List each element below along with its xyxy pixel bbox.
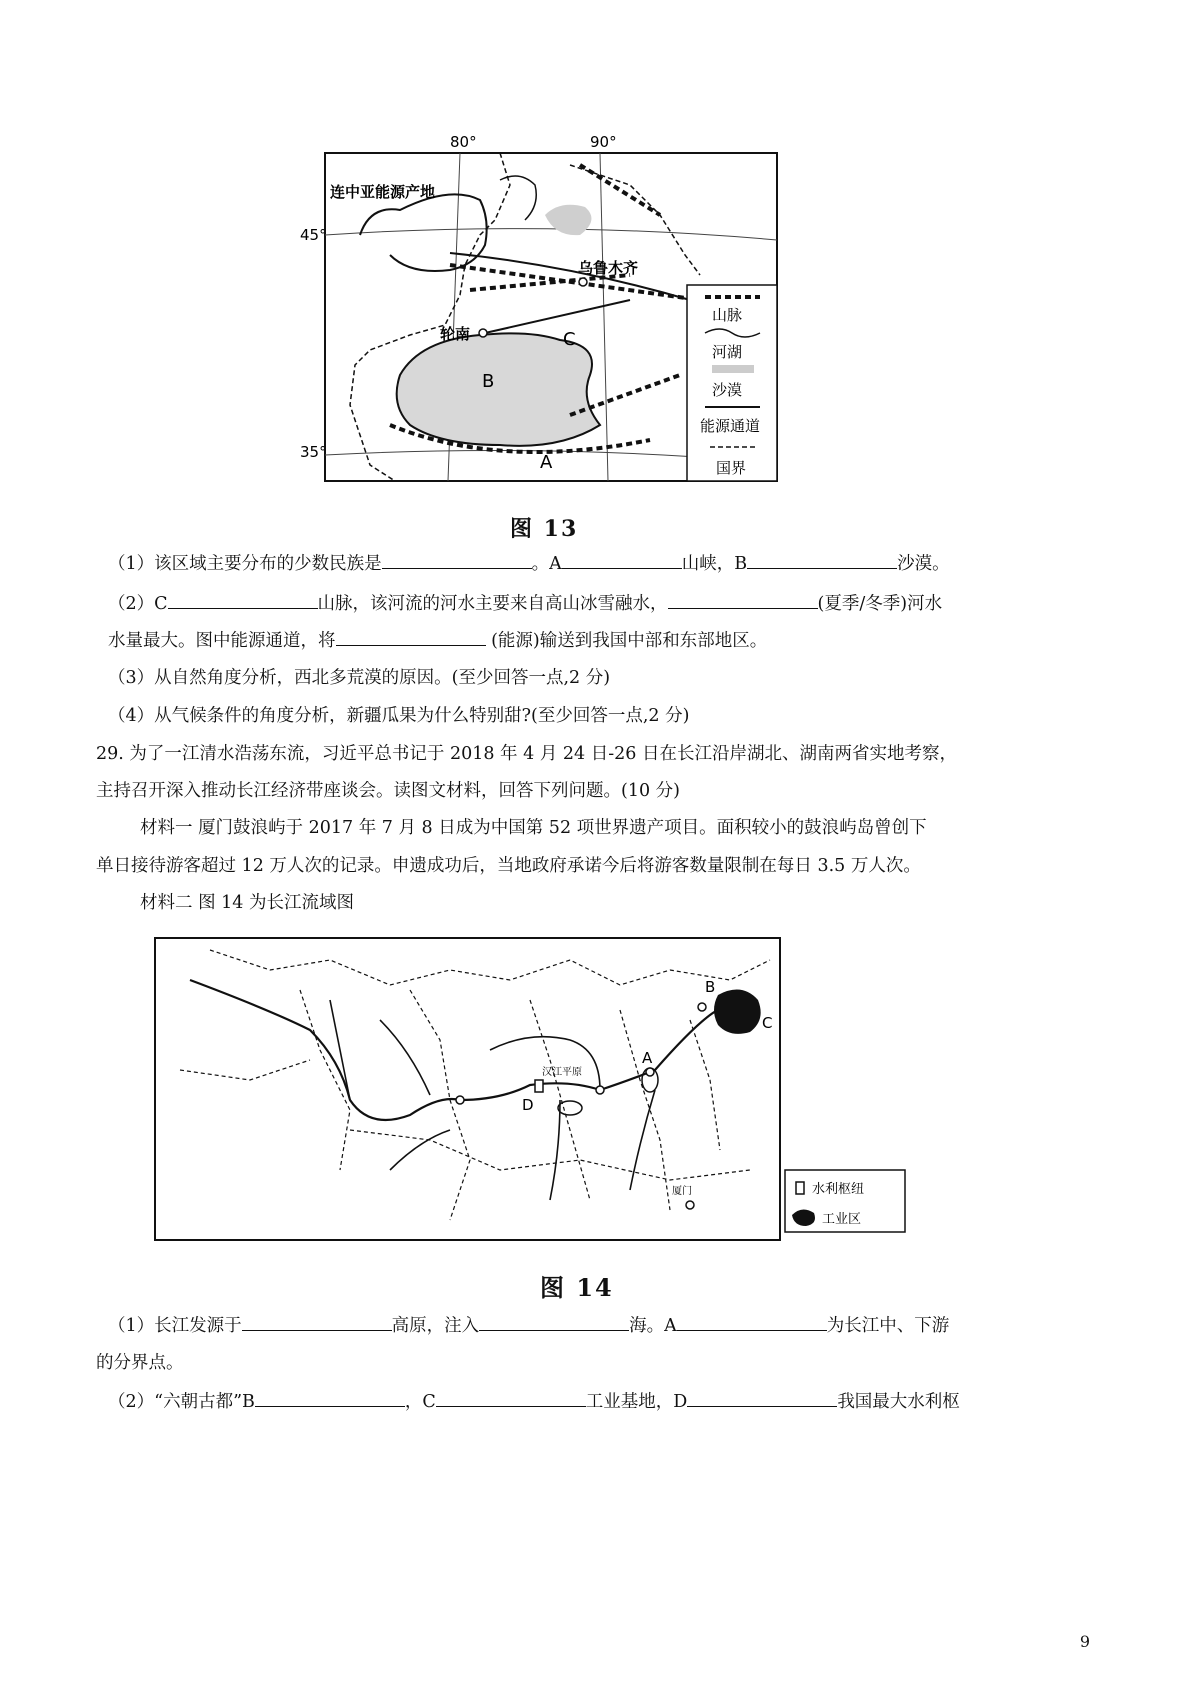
- q29-part1-cont: 的分界点。: [96, 1353, 184, 1373]
- legend-desert-symbol: [712, 365, 754, 373]
- lat-label-45: 45°: [300, 226, 327, 244]
- q29-p1-text-a: （1）长江发源于: [108, 1316, 242, 1336]
- province-borders: [180, 950, 773, 1220]
- answer-blank[interactable]: [436, 1388, 586, 1407]
- city-xiamen: [686, 1201, 694, 1209]
- q29-p1-text-d: 为长江中、下游: [826, 1316, 950, 1336]
- city-a: [646, 1068, 654, 1076]
- city-chongqing: [456, 1096, 464, 1104]
- q28-p2-text-c: (夏季/冬季)河水: [817, 594, 943, 614]
- label-b: B: [705, 978, 716, 996]
- lon-label-80: 80°: [450, 133, 477, 151]
- legend-border: 国界: [716, 459, 747, 477]
- industrial-zone-c: [714, 990, 761, 1034]
- figure-13-map: [300, 125, 880, 520]
- label-c: C: [563, 329, 576, 350]
- q28-part1: [108, 550, 950, 577]
- q28-part2-cont: [108, 627, 767, 654]
- q28-p2-text-e: (能源)输送到我国中部和东部地区。: [485, 631, 768, 651]
- q28-part3: （3）从自然角度分析，西北多荒漠的原因。(至少回答一点,2 分): [108, 668, 611, 688]
- tributary-han: [490, 1037, 600, 1090]
- answer-blank[interactable]: [668, 590, 818, 609]
- q28-p2-text-b: 山脉，该河流的河水主要来自高山冰雪融水，: [317, 594, 668, 614]
- label-a: A: [540, 452, 553, 473]
- q28-p2-text-d: 水量最大。图中能源通道，将: [108, 631, 336, 651]
- desert-north: [545, 205, 591, 235]
- q28-p1-text-a: （1）该区域主要分布的少数民族是: [108, 554, 382, 574]
- tributary-jialing: [380, 1020, 430, 1095]
- q28-p1-text-d: 沙漠。: [897, 554, 950, 574]
- mountain-tianshan: [450, 265, 700, 300]
- river-ili: [500, 176, 536, 220]
- answer-blank[interactable]: [562, 550, 682, 569]
- city-b: [698, 1003, 706, 1011]
- energy-channel-south: [485, 300, 630, 333]
- q29-intro-line2: 主持召开深入推动长江经济带座谈会。读图文材料，回答下列问题。(10 分): [96, 781, 680, 801]
- material-1-line1: 材料一 厦门鼓浪屿于 2017 年 7 月 8 日成为中国第 52 项世界遗产项目。面积较小的鼓浪屿岛曾创下: [140, 818, 927, 838]
- answer-blank[interactable]: [677, 1312, 827, 1331]
- q29-p1-text-c: 海。A: [629, 1316, 677, 1336]
- urumqi-dot: [579, 278, 587, 286]
- legend-desert: 沙漠: [712, 381, 743, 399]
- figure-14-caption: 图 14: [540, 1273, 614, 1302]
- label-lunnan: 轮南: [440, 325, 471, 343]
- parallel-45: [325, 229, 777, 240]
- dam-d-symbol: [535, 1080, 543, 1092]
- page-number: 9: [1079, 1632, 1090, 1651]
- tributary-min: [330, 1000, 350, 1100]
- label-urumqi: 乌鲁木齐: [578, 259, 639, 277]
- legend-industry: 工业区: [822, 1212, 862, 1227]
- answer-blank[interactable]: [255, 1388, 405, 1407]
- legend-mountain: 山脉: [712, 306, 743, 324]
- label-d: D: [522, 1096, 534, 1114]
- material-1-line2: 单日接待游客超过 12 万人次的记录。申遗成功后，当地政府承诺今后将游客数量限制在每日 3.5 万人次。: [96, 856, 921, 876]
- answer-blank[interactable]: [687, 1388, 837, 1407]
- answer-blank[interactable]: [382, 550, 532, 569]
- answer-blank[interactable]: [479, 1312, 629, 1331]
- lon-label-90: 90°: [590, 133, 617, 151]
- lat-label-35: 35°: [300, 443, 327, 461]
- q29-p2-text-a: （2）“六朝古都”B: [108, 1392, 255, 1412]
- legend-dam: 水利枢纽: [812, 1182, 865, 1197]
- q29-p2-text-c: 工业基地，D: [585, 1392, 688, 1412]
- q28-p1-text-c: 山峡，B: [681, 554, 748, 574]
- q29-p1-text-b: 高原，注入: [391, 1316, 480, 1336]
- desert-b: [397, 333, 600, 446]
- label-hanjiang: 汉江平原: [542, 1067, 582, 1078]
- q29-part2: [108, 1388, 960, 1415]
- answer-blank[interactable]: [747, 550, 897, 569]
- q28-part2: [108, 590, 942, 617]
- answer-blank[interactable]: [242, 1312, 392, 1331]
- label-c: C: [762, 1014, 773, 1032]
- mountain-altai: [580, 165, 660, 215]
- legend-energy: 能源通道: [700, 417, 761, 435]
- lunnan-dot: [479, 329, 487, 337]
- lake-dongting: [558, 1101, 582, 1115]
- tributary-gan: [630, 1090, 655, 1190]
- label-b: B: [482, 371, 495, 392]
- meridian-90: [600, 153, 608, 481]
- answer-blank[interactable]: [168, 590, 318, 609]
- q29-p2-text-b: ，C: [404, 1392, 436, 1412]
- q29-p2-text-d: 我国最大水利枢: [837, 1392, 960, 1412]
- figure-14-map: [150, 930, 910, 1250]
- legend-river: 河湖: [712, 343, 743, 361]
- material-2: 材料二 图 14 为长江流域图: [140, 893, 354, 913]
- answer-blank[interactable]: [336, 627, 486, 646]
- figure-13-caption: 图 13: [510, 516, 579, 542]
- label-a: A: [642, 1049, 653, 1067]
- label-xiamen: 厦门: [672, 1186, 692, 1197]
- tributary-xiang: [550, 1100, 560, 1200]
- city-wuhan: [596, 1086, 604, 1094]
- yangtze-river: [190, 980, 750, 1120]
- label-energy-source: 连中亚能源产地: [330, 183, 436, 201]
- legend-dam-symbol: [796, 1182, 804, 1194]
- q28-part4: （4）从气候条件的角度分析，新疆瓜果为什么特别甜?(至少回答一点,2 分): [108, 706, 690, 726]
- q28-p2-text-a: （2）C: [108, 594, 168, 614]
- q29-intro-line1: 29. 为了一江清水浩荡东流，习近平总书记于 2018 年 4 月 24 日-26 日在长江沿岸湖北、湖南两省实地考察，: [96, 744, 957, 764]
- q29-part1: [108, 1312, 949, 1339]
- q28-p1-text-b: 。A: [531, 554, 562, 574]
